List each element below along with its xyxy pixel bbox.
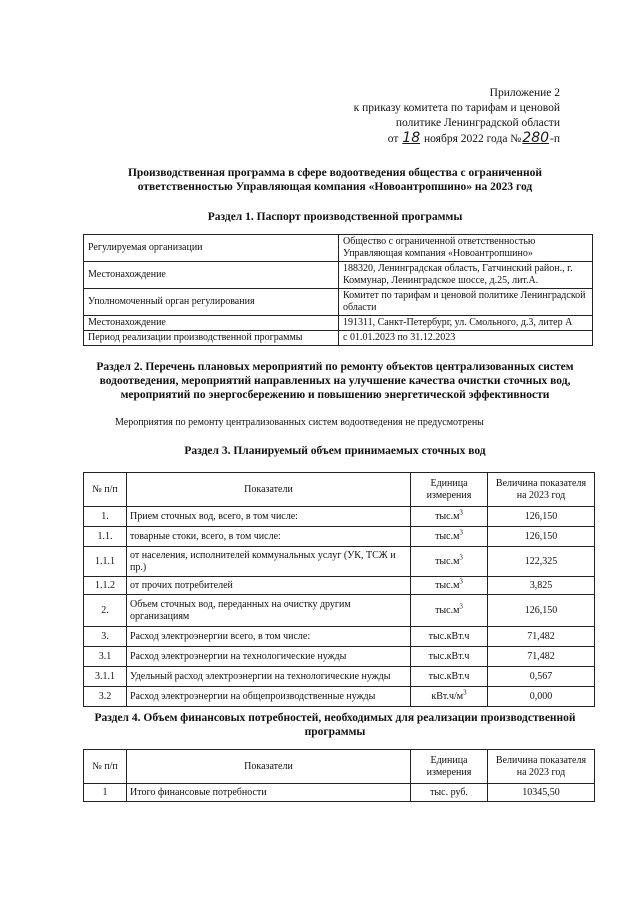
header-num: № п/п [84,473,127,507]
row-value: 0,567 [488,667,595,687]
row-unit-superscript: 3 [459,528,463,537]
fin-row-value: 10345,50 [488,784,595,802]
row-value: 126,150 [488,595,595,627]
row-unit-text: тыс.м [435,604,460,616]
date-mid: ноября 2022 года № [424,133,522,145]
row-unit-text: тыс.кВт.ч [428,650,470,662]
header-value-line-2: на 2023 год [516,489,566,501]
row-indicator: от прочих потребителей [127,577,411,595]
table-row [84,577,595,595]
row-value: 122,325 [488,547,595,577]
row-value: 71,482 [488,647,595,667]
fin-header-unit-line-1: Единица [430,754,468,766]
row-unit [411,547,488,577]
passport-value: 191311, Санкт-Петербург, ул. Смольного, д.3, литер А [339,316,593,331]
row-value: 3,825 [488,577,595,595]
passport-table [83,234,593,346]
fin-header-value-line-2: на 2023 год [516,766,566,778]
fin-header-value [488,750,595,784]
header-unit-line-2: измерения [426,489,472,501]
row-num: 3.2 [84,687,127,707]
row-indicator: Расход электроэнергии всего, в том числе: [127,627,411,647]
row-num: 3. [84,627,127,647]
table-row [84,647,595,667]
passport-row [84,235,593,262]
row-unit-text: кВт.ч/м [431,690,464,702]
section-4-title-line-1: Раздел 4. Объем финансовых потребностей, необходимых для реализации производственной [94,712,576,724]
section-1-title: Раздел 1. Паспорт производственной программы [207,211,463,223]
passport-value: Комитет по тарифам и ценовой политике Ленинградской области [339,289,593,316]
appendix-line-3: политике Ленинградской области [395,117,560,129]
fin-header-indicator: Показатели [127,750,411,784]
passport-label: Период реализации производственной программы [84,331,339,346]
appendix-header [354,86,560,147]
section-4-title [70,711,600,739]
row-unit-superscript: 3 [459,508,463,517]
row-indicator: Прием сточных вод, всего, в том числе: [127,507,411,527]
date-suffix: -п [550,133,560,145]
row-unit-superscript: 3 [459,577,463,586]
passport-label: Местонахождение [84,262,339,289]
section-3-title: Раздел 3. Планируемый объем принимаемых сточных вод [184,445,486,457]
row-unit [411,507,488,527]
section-2-title [70,360,600,402]
finance-table-header [84,750,595,784]
row-unit [411,687,488,707]
header-unit-line-1: Единица [430,477,468,489]
row-unit-superscript: 3 [459,602,463,611]
fin-header-value-line-1: Величина показателя [495,754,587,766]
row-unit [411,577,488,595]
header-value [488,473,595,507]
finance-table [83,749,595,802]
table-row [84,667,595,687]
passport-value: Общество с ограниченной ответственностью Управляющая компания «Новоантропшино» [339,235,593,262]
header-value-line-1: Величина показателя [495,477,587,489]
date-prefix: от [387,133,399,145]
row-unit-text: тыс.кВт.ч [428,670,470,682]
appendix-date-line [354,131,560,147]
table-row [84,595,595,627]
section-4-title-line-2: программы [304,726,366,738]
row-unit-text: тыс.м [435,555,460,567]
row-indicator: Удельный расход электроэнергии на технологические нужды [127,667,411,687]
table-row [84,627,595,647]
row-value: 126,150 [488,527,595,547]
header-unit [411,473,488,507]
row-value: 126,150 [488,507,595,527]
row-unit [411,527,488,547]
section-2-title-line-2: водоотведения, мероприятий направленных на улучшение качества очистки сточных вод, [99,375,571,387]
row-unit [411,595,488,627]
fin-header-unit [411,750,488,784]
table-row [84,507,595,527]
row-unit-text: тыс.м [435,530,460,542]
row-unit-superscript: 3 [463,688,467,697]
passport-row [84,262,593,289]
row-indicator: от населения, исполнителей коммунальных услуг (УК, ТСЖ и пр.) [127,547,411,577]
passport-label: Местонахождение [84,316,339,331]
appendix-line-1: Приложение 2 [489,87,560,99]
row-num: 1.1. [84,527,127,547]
row-value: 71,482 [488,627,595,647]
passport-value: с 01.01.2023 по 31.12.2023 [339,331,593,346]
handwritten-day: 18 [402,130,421,146]
document-title-line-1: Производственная программа в сфере водоотведения общества с ограниченной [127,167,543,179]
row-value: 0,000 [488,687,595,707]
passport-value: 188320, Ленинградская область, Гатчинский район., г. Коммунар, Ленинградское шоссе, д.25, лит.А. [339,262,593,289]
table-row [84,527,595,547]
section-2-note: Мероприятия по ремонту централизованных систем водоотведения не предусмотрены [115,417,484,428]
row-num: 1.1.1 [84,547,127,577]
row-num: 1.1.2 [84,577,127,595]
passport-row [84,316,593,331]
row-unit-text: тыс.кВт.ч [428,630,470,642]
handwritten-order-number: 280 [522,130,550,146]
document-title [95,166,575,194]
row-unit-text: тыс.м [435,510,460,522]
table-row [84,687,595,707]
document-title-line-2: ответственностью Управляющая компания «Новоантропшино» на 2023 год [137,181,533,193]
row-indicator: товарные стоки, всего, в том числе: [127,527,411,547]
section-2-title-line-3: мероприятий по энергосбережению и повышению энергетической эффективности [120,389,550,401]
row-indicator: Объем сточных вод, переданных на очистку другим организациям [127,595,411,627]
volume-table-header [84,473,595,507]
section-2-title-line-1: Раздел 2. Перечень плановых мероприятий по ремонту объектов централизованных систем [96,361,574,373]
row-unit-text: тыс.м [435,579,460,591]
passport-row [84,331,593,346]
row-unit [411,647,488,667]
row-num: 3.1 [84,647,127,667]
fin-row-unit: тыс. руб. [411,784,488,802]
passport-label: Уполномоченный орган регулирования [84,289,339,316]
passport-row [84,289,593,316]
row-num: 2. [84,595,127,627]
appendix-line-2: к приказу комитета по тарифам и ценовой [353,102,560,114]
table-row [84,784,595,802]
row-num: 1. [84,507,127,527]
volume-table [83,472,595,707]
fin-header-num: № п/п [84,750,127,784]
fin-header-unit-line-2: измерения [426,766,472,778]
row-unit [411,667,488,687]
row-indicator: Расход электроэнергии на технологические нужды [127,647,411,667]
fin-row-indicator: Итого финансовые потребности [127,784,411,802]
row-indicator: Расход электроэнергии на общепроизводственные нужды [127,687,411,707]
header-indicator: Показатели [127,473,411,507]
row-unit [411,627,488,647]
table-row [84,547,595,577]
row-unit-superscript: 3 [459,553,463,562]
fin-row-num: 1 [84,784,127,802]
passport-label: Регулируемая организации [84,235,339,262]
row-num: 3.1.1 [84,667,127,687]
